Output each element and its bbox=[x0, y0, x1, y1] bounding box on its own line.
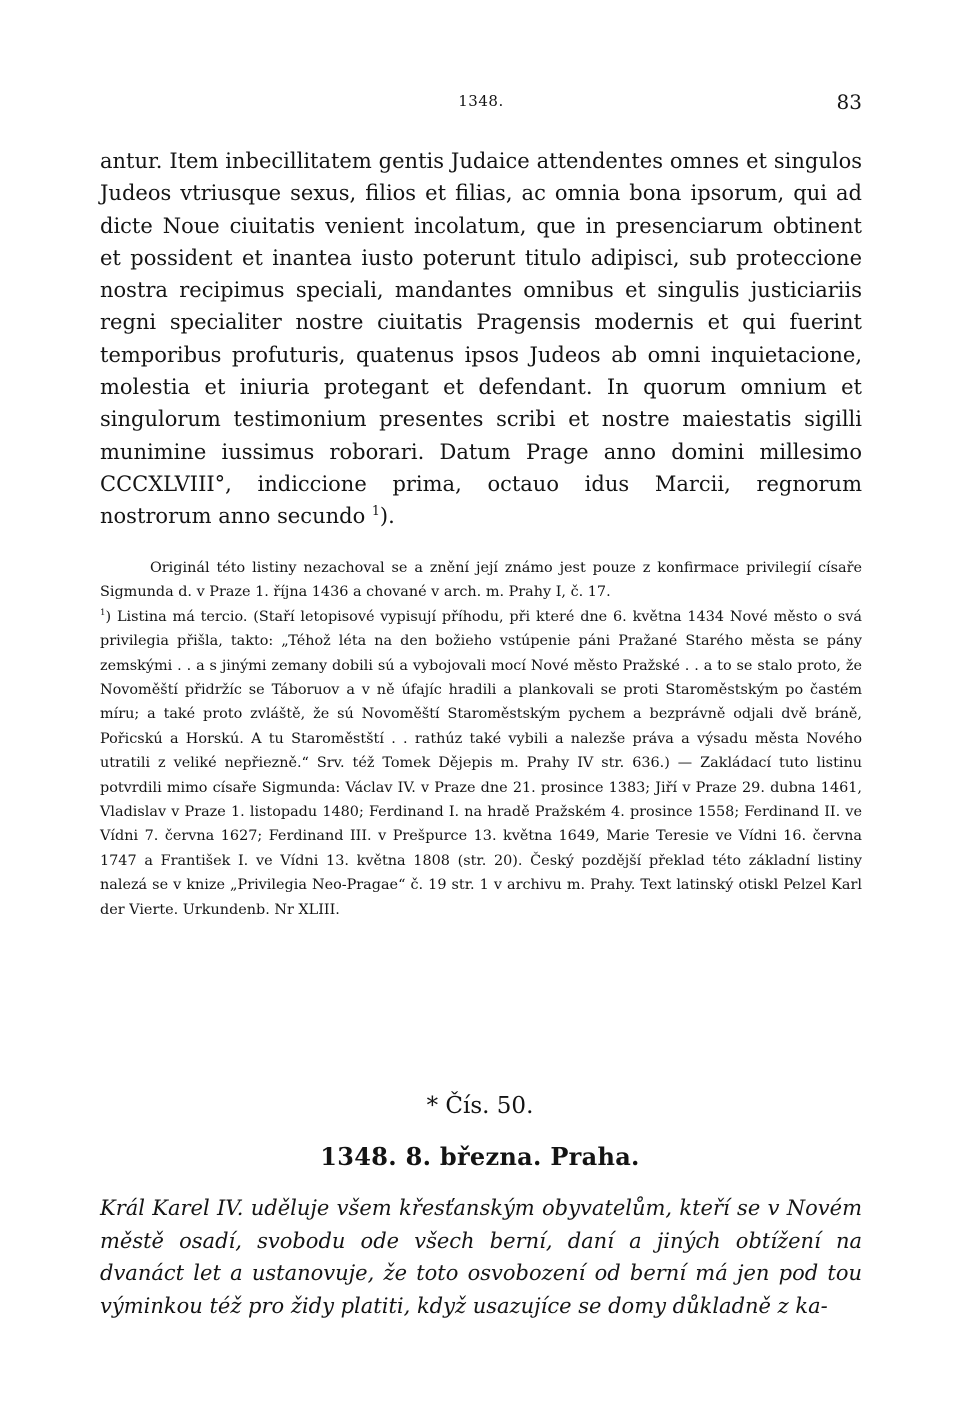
footnote-reference: 1 bbox=[371, 503, 380, 519]
charter-text-end: ). bbox=[379, 504, 395, 529]
footnotes bbox=[100, 556, 862, 922]
source-note: Originál této listiny nezachoval se a znění její známo jest pouze z konfirmace privilegií císaře Sigmunda d. v Praze 1. října 1436 a chované v arch. m. Prahy I, č. 17. bbox=[100, 560, 862, 601]
charter-text bbox=[100, 145, 862, 533]
document-number: * Čís. 50. bbox=[426, 1093, 534, 1119]
footnote-1 bbox=[100, 605, 862, 922]
document-heading: 1348. 8. března. Praha. bbox=[320, 1142, 640, 1171]
footnote-1-marker: 1 bbox=[100, 608, 106, 619]
page-number: 83 bbox=[836, 90, 862, 114]
document-regest: Král Karel IV. uděluje všem křesťanským obyvatelům, kteří se v Novém městě osadí, svobodu ode všech berní, daní a jiných obtížení na dvanáct let a ustanovuje, že toto osvobození od berní má jen pod tou výminkou též pro židy platiti, když usazujíce se domy důkladně z ka- bbox=[100, 1196, 862, 1318]
charter-text-body: antur. Item inbecillitatem gentis Judaice attendentes omnes et singulos Judeos vtriusque sexus, filios et filias, ac omnia bona ipsorum, qui ad dicte Noue ciuitatis venient incolatum, que in presenciarum obtinent et possident et inantea iusto poterunt titulo adipisci, sub proteccione nostra recipimus speciali, mandantes omnibus et singulis justiciariis regni specialiter nostre ciuitatis Pragensis modernis et qui fuerint temporibus profuturis, quatenus ipsos Judeos ab omni inquietacione, molestia et iniuria protegant et defendant. In quorum omnium et singulorum testimonium presentes scribi et nostre maiestatis sigilli munimine iussimus roborari. Datum Prage anno domini millesimo CCCXLVIII°, indiccione prima, octauo idus Marcii, regnorum nostrorum anno secundo bbox=[100, 149, 862, 529]
running-title: 1348. bbox=[458, 92, 504, 110]
running-head bbox=[100, 90, 862, 120]
footnote-1-text: ) Listina má tercio. (Staří letopisové vypisují příhodu, při které dne 6. května 1434 Nové město o svá privilegia přišla, takto: „Téhož léta na den božieho vstúpenie páni Pražané Starého města se pány zemskými . . a s jinými zemany dobili sú a vybojovali mocí Nové město Pražské . . a to se stalo proto, že Novoměští přidržíc se Táboruov a v ně úfajíc hradili a plankovali se proti Staroměstským po častém míru; a také proto zvláště, že sú Novoměští Staroměstským pychem a bezprávně odjali dvě bráně, Pořicskú a Horskú. A tu Staroměstští . . rathúz také vybili a nalezše práva a výsadu města Nového utratili z veliké nepřiezně.“ Srv. též Tomek Dějepis m. Prahy IV str. 636.) — Zakládací tuto listinu potvrdili mimo císaře Sigmunda: Václav IV. v Praze dne 21. prosince 1383; Jiří v Praze 29. dubna 1461, Vladislav v Praze 1. listopadu 1480; Ferdinand I. na hradě Pražském 4. prosince 1558; Ferdinand II. ve Vídni 7. června 1627; Ferdinand III. v Prešpurce 13. května 1649, Marie Teresie ve Vídni 16. června 1747 a František I. ve Vídni 13. května 1808 (str. 20). Český pozdější překlad této základní listiny nalezá se v knize „Privilegia Neo-Pragae“ č. 19 str. 1 v archivu m. Prahy. Text latinský otiskl Pelzel Karl der Vierte. Urkundenb. Nr XLIII. bbox=[100, 608, 862, 918]
